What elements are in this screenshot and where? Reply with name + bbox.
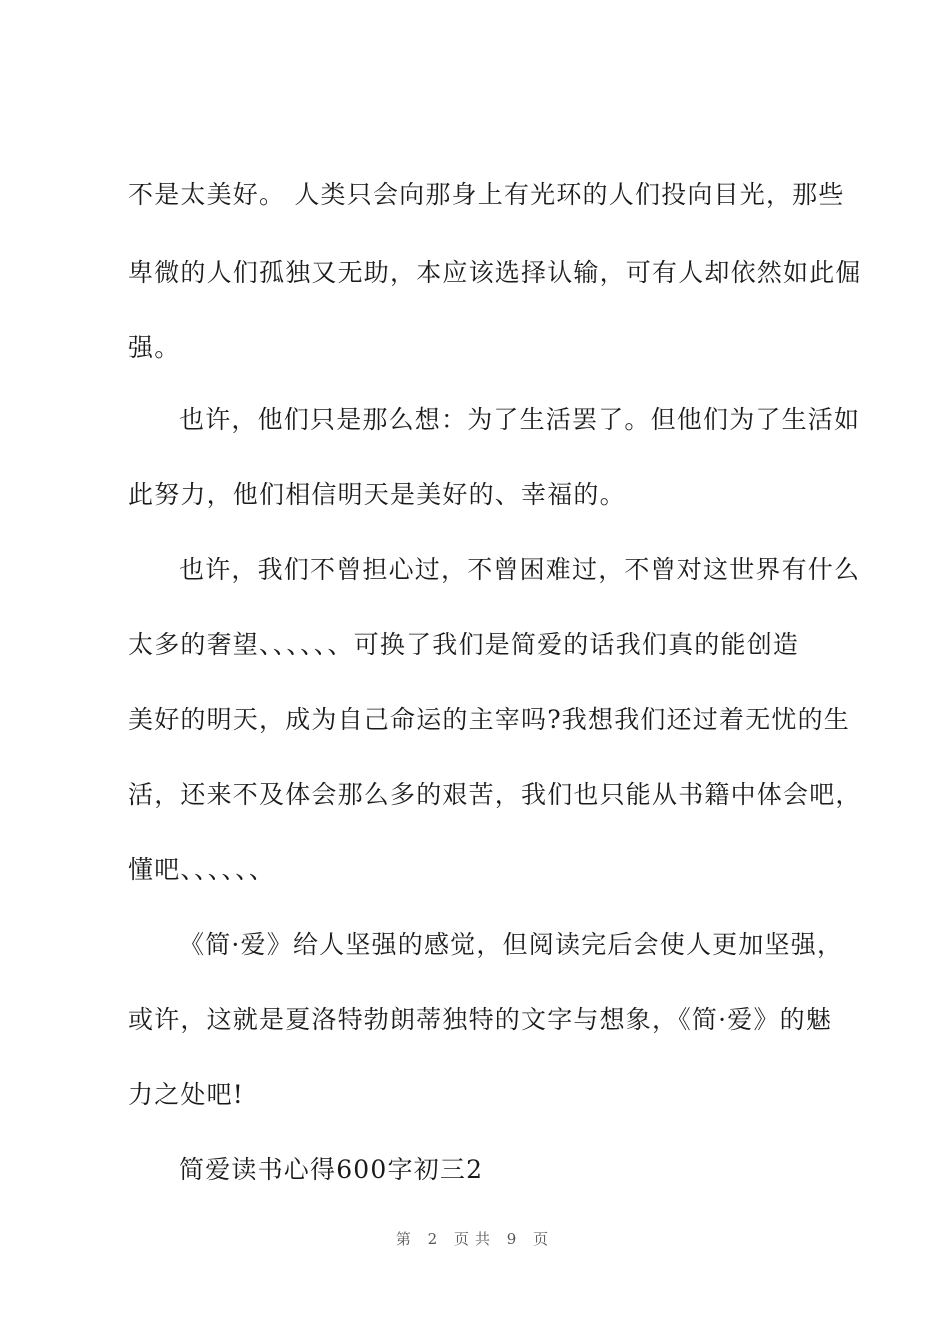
- text-line: 美好的明天，成为自己命运的主宰吗?我想我们还过着无忧的生: [128, 705, 851, 734]
- text-line: 太多的奢望、、、、、、可换了我们是简爱的话我们真的能创造: [128, 630, 800, 659]
- text-line: 卑微的人们孤独又无助，本应该选择认输，可有人却依然如此倔: [128, 258, 862, 287]
- page-number-footer: 第 2 页共 9 页: [395, 1230, 555, 1248]
- text-line: 懂吧、、、、、、: [128, 855, 276, 884]
- text-line: 活，还来不及体会那么多的艰苦，我们也只能从书籍中体会吧，: [128, 780, 862, 809]
- section-heading: 简爱读书心得600字初三2: [179, 1155, 484, 1184]
- text-line: 或许，这就是夏洛特勃朗蒂独特的文字与想象，《简·爱》的魅: [128, 1005, 833, 1034]
- paragraph-first-line: 也许，我们不曾担心过，不曾困难过，不曾对这世界有什么: [179, 555, 861, 584]
- text-line: 力之处吧!: [128, 1080, 245, 1109]
- text-line: 不是太美好。 人类只会向那身上有光环的人们投向目光，那些: [128, 180, 845, 209]
- paragraph-first-line: 《简·爱》给人坚强的感觉，但阅读完后会使人更加坚强，: [179, 930, 844, 959]
- text-line: 此努力，他们相信明天是美好的、幸福的。: [128, 480, 626, 509]
- text-line: 强。: [128, 333, 181, 362]
- paragraph-first-line: 也许，他们只是那么想：为了生活罢了。但他们为了生活如: [179, 405, 861, 434]
